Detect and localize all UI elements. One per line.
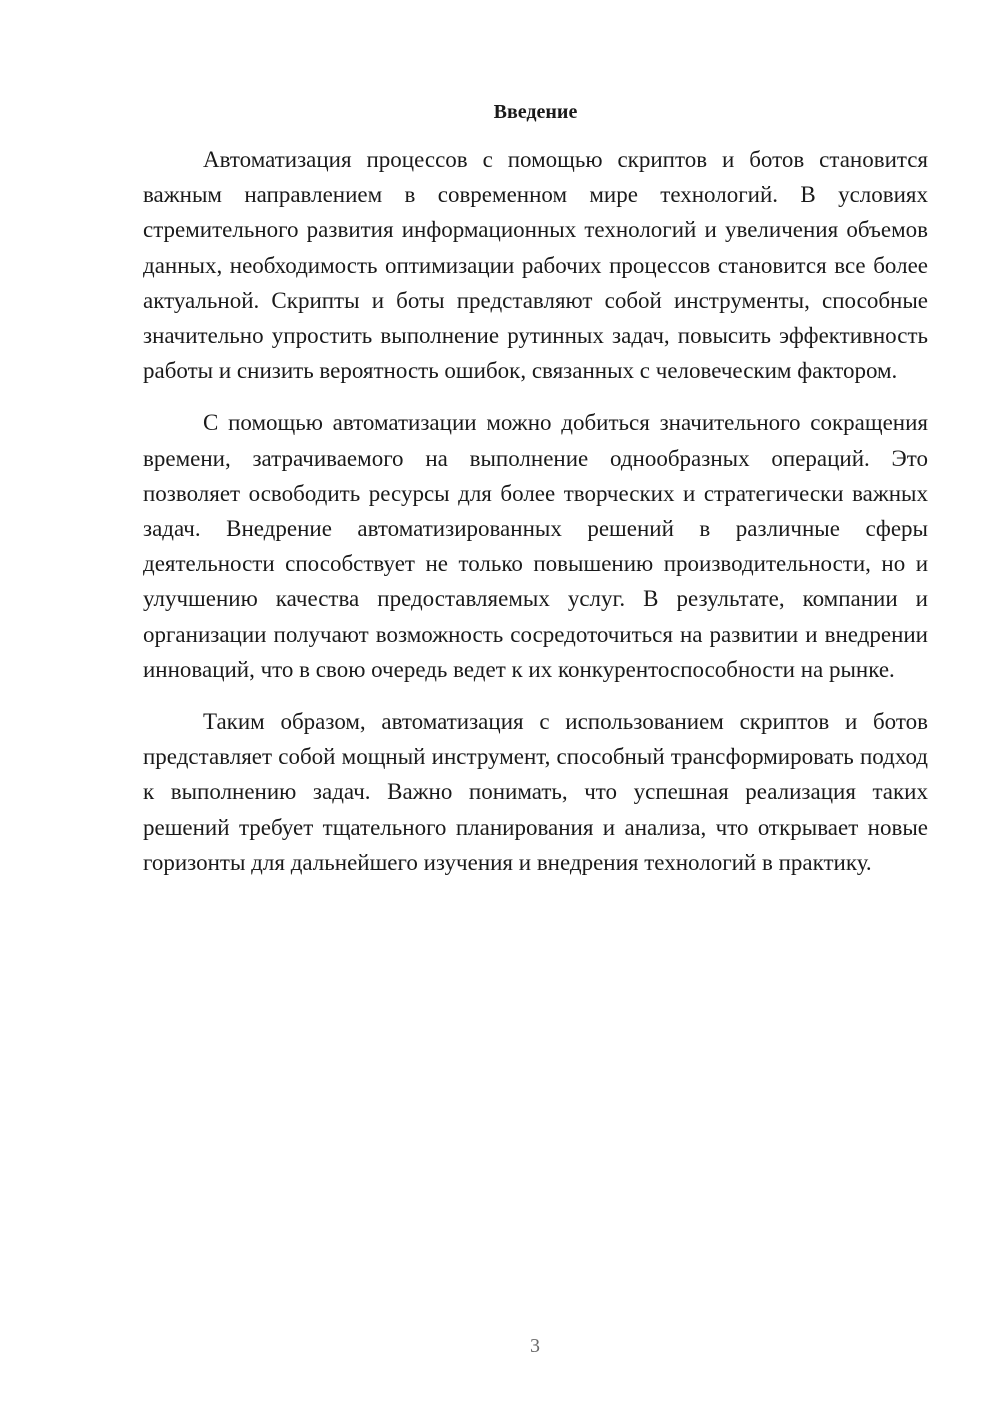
paragraph-3: Таким образом, автоматизация с использованием скриптов и ботов представляет собой мощный инструмент, способный трансформировать подход к выполнению задач. Важно понимать, что успешная реализация таких решений требует тщательного планирования и анализа, что открывает новые горизонты для дальнейшего изучения и внедрения технологий в практику. (143, 709, 928, 875)
paragraph-2: С помощью автоматизации можно добиться значительного сокращения времени, затрачиваемого на выполнение однообразных операций. Это позволяет освободить ресурсы для более творческих и стратегически важных задач. Внедрение автоматизированных решений в различные сферы деятельности способствует не только повышению производительности, но и улучшению качества предоставляемых услуг. В результате, компании и организации получают возможность сосредоточиться на развитии и внедрении инноваций, что в свою очередь ведет к их конкурентоспособности на рынке. (143, 410, 928, 682)
page-number: 3 (530, 1335, 540, 1357)
body-text (143, 142, 928, 897)
section-heading: Введение (493, 101, 578, 123)
paragraph-1: Автоматизация процессов с помощью скриптов и ботов становится важным направлением в современном мире технологий. В условиях стремительного развития информационных технологий и увеличения объемов данных, необходимость оптимизации рабочих процессов становится все более актуальной. Скрипты и боты представляют собой инструменты, способные значительно упростить выполнение рутинных задач, повысить эффективность работы и снизить вероятность ошибок, связанных с человеческим фактором. (143, 147, 928, 384)
